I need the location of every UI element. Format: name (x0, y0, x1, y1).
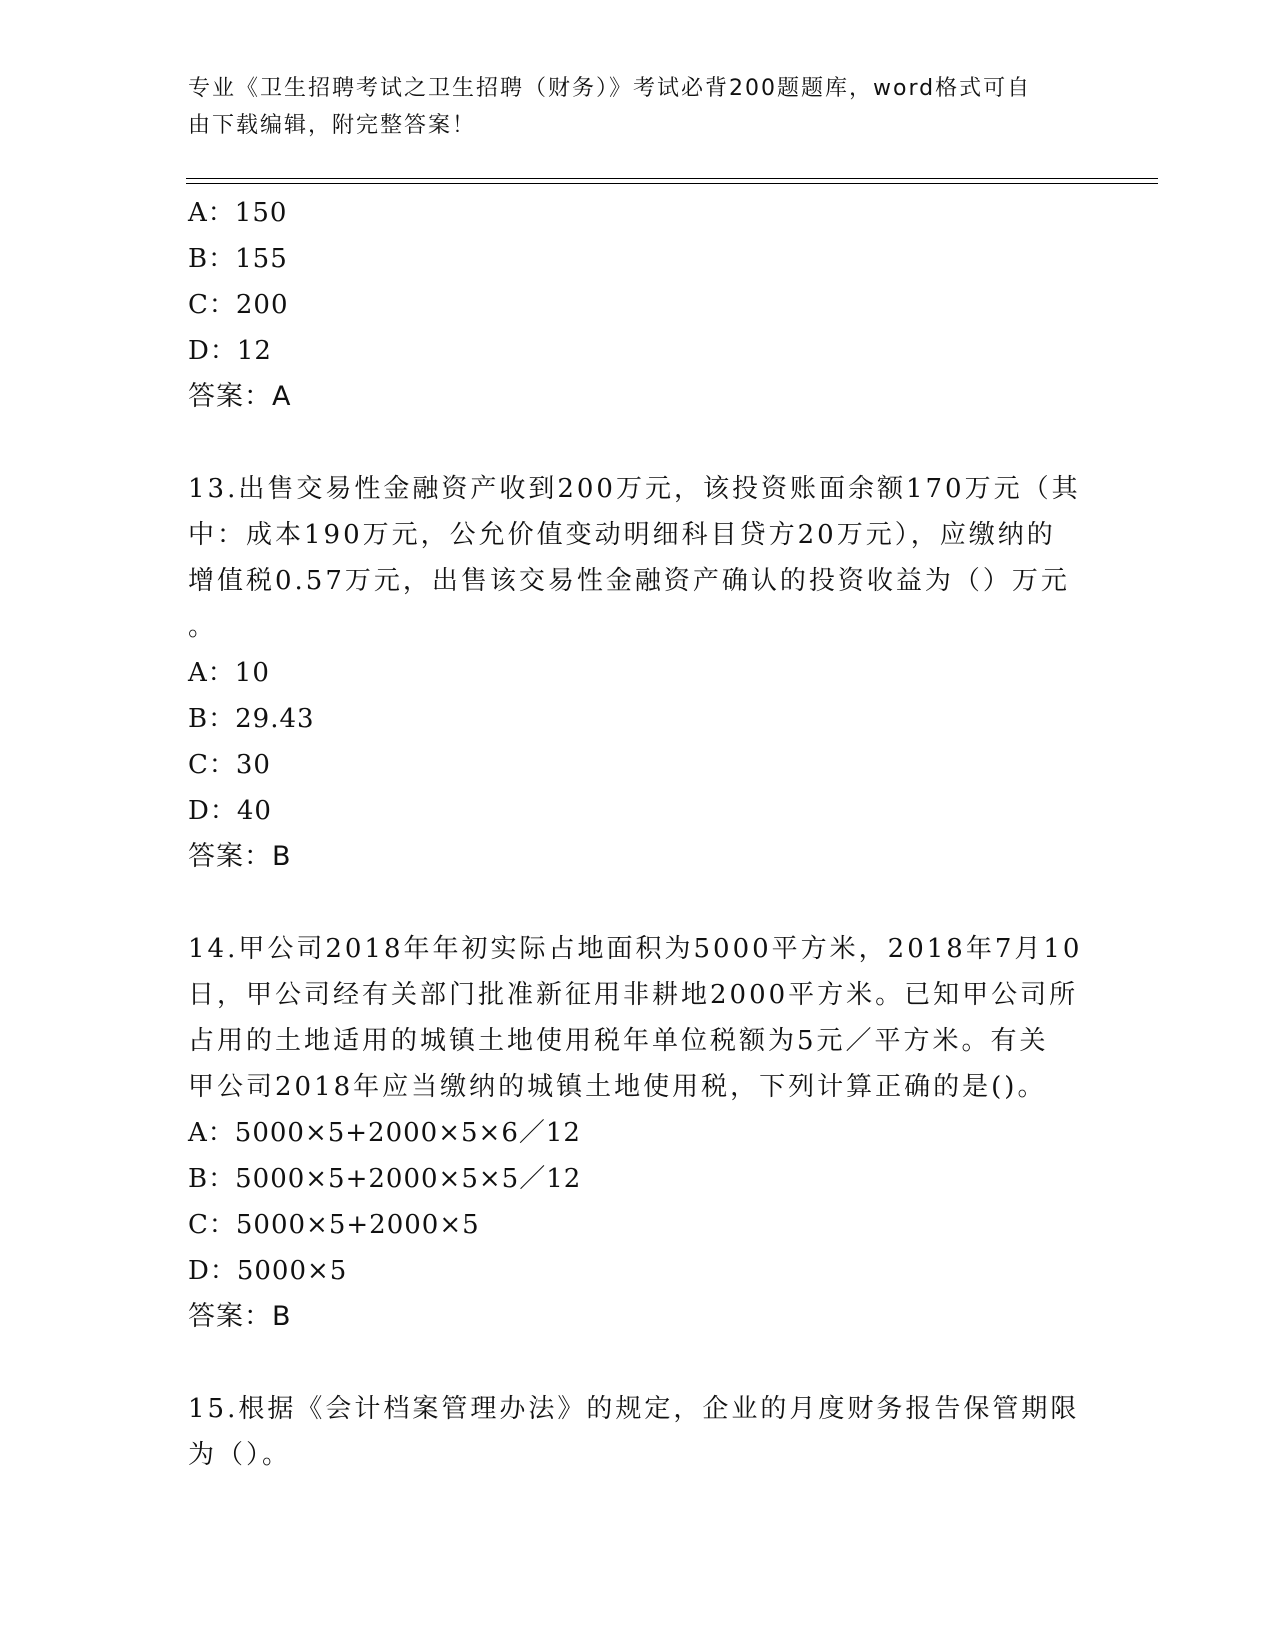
question-line: 中：成本190万元，公允价值变动明细科目贷方20万元），应缴纳的 (188, 520, 1056, 550)
header-line-1: 专业《卫生招聘考试之卫生招聘（财务）》考试必背200题题库，word格式可自 (188, 76, 1032, 101)
option-a: A：150 (188, 198, 288, 228)
question-line: 占用的土地适用的城镇土地使用税年单位税额为5元／平方米。有关 (188, 1026, 1049, 1056)
option-d: D：40 (188, 796, 272, 826)
option-d: D：5000×5 (188, 1256, 348, 1286)
header-rule-bottom (186, 183, 1158, 184)
question-line: 14.甲公司2018年年初实际占地面积为5000平方米，2018年7月10 (188, 934, 1083, 964)
question-line: 15.根据《会计档案管理办法》的规定，企业的月度财务报告保管期限 (188, 1394, 1080, 1424)
option-c: C：5000×5+2000×5 (188, 1210, 480, 1240)
question-line: 为（）。 (188, 1440, 292, 1470)
option-b: B：5000×5+2000×5×5／12 (188, 1164, 582, 1194)
question-line: 甲公司2018年应当缴纳的城镇土地使用税，下列计算正确的是()。 (188, 1072, 1047, 1102)
question-line: 日，甲公司经有关部门批准新征用非耕地2000平方米。已知甲公司所 (188, 980, 1079, 1010)
header-line-2: 由下载编辑，附完整答案！ (188, 113, 477, 138)
option-c: C：200 (188, 290, 289, 320)
option-c: C：30 (188, 750, 271, 780)
answer: 答案：B (188, 1301, 292, 1332)
document-header (188, 70, 1088, 144)
question-text (188, 466, 1081, 650)
option-a: A：5000×5+2000×5×6／12 (188, 1118, 581, 1148)
question-15 (188, 1386, 1078, 1478)
question-text (188, 1386, 1078, 1478)
option-b: B：155 (188, 244, 288, 274)
option-a: A：10 (188, 658, 270, 688)
header-rule-top (186, 178, 1158, 179)
answer: 答案：B (188, 841, 292, 872)
option-d: D：12 (188, 336, 272, 366)
answer: 答案：A (188, 381, 292, 412)
question-text (188, 926, 1083, 1110)
question-13 (188, 466, 1081, 880)
question-12-options (188, 190, 1078, 420)
question-line: 。 (188, 612, 218, 642)
document-body (188, 190, 1083, 1478)
question-14 (188, 926, 1083, 1340)
option-b: B：29.43 (188, 704, 315, 734)
question-line: 13.出售交易性金融资产收到200万元，该投资账面余额170万元（其 (188, 474, 1081, 504)
question-line: 增值税0.57万元，出售该交易性金融资产确认的投资收益为（）万元 (188, 566, 1070, 596)
